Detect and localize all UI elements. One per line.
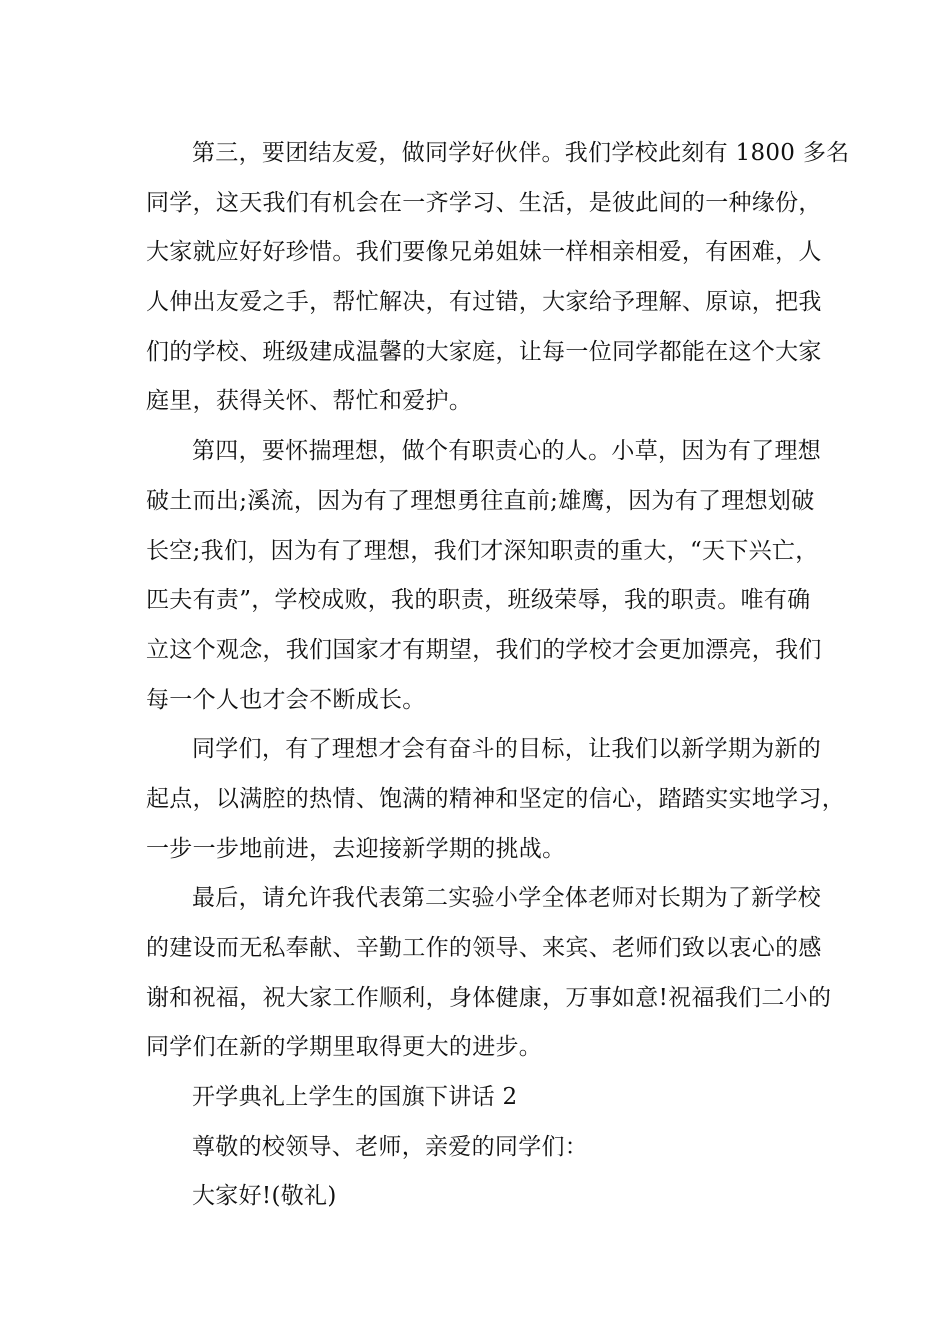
salutation: 尊敬的校领导、老师，亲爱的同学们： bbox=[192, 1134, 589, 1160]
text-line: 大家就应好好珍惜。我们要像兄弟姐妹一样相亲相爱，有困难，人 bbox=[146, 239, 822, 265]
text-line: 们的学校、班级建成温馨的大家庭，让每一位同学都能在这个大家 bbox=[146, 339, 822, 365]
section-heading: 开学典礼上学生的国旗下讲话 2 bbox=[192, 1084, 518, 1110]
text-line: 的建设而无私奉献、辛勤工作的领导、来宾、老师们致以衷心的感 bbox=[146, 935, 822, 961]
text-line: 起点，以满腔的热情、饱满的精神和坚定的信心，踏踏实实地学习， bbox=[146, 786, 845, 812]
text-line: 谢和祝福，祝大家工作顺利，身体健康，万事如意!祝福我们二小的 bbox=[146, 985, 832, 1011]
text-line: 每一个人也才会不断成长。 bbox=[146, 687, 426, 713]
text-line: 第四，要怀揣理想，做个有职责心的人。小草，因为有了理想 bbox=[192, 438, 822, 464]
text-line: 人伸出友爱之手，帮忙解决，有过错，大家给予理解、原谅，把我 bbox=[146, 289, 822, 315]
text-line: 破土而出;溪流，因为有了理想勇往直前;雄鹰，因为有了理想划破 bbox=[146, 488, 815, 514]
text-line: 第三，要团结友爱，做同学好伙伴。我们学校此刻有 1800 多名 bbox=[192, 140, 850, 166]
text-line: 同学，这天我们有机会在一齐学习、生活，是彼此间的一种缘份， bbox=[146, 190, 822, 216]
text-line: 同学们在新的学期里取得更大的进步。 bbox=[146, 1034, 543, 1060]
text-line: 匹夫有责”，学校成败，我的职责，班级荣辱，我的职责。唯有确 bbox=[146, 587, 811, 613]
text-line: 长空;我们，因为有了理想，我们才深知职责的重大，“天下兴亡， bbox=[146, 538, 819, 564]
text-line: 庭里，获得关怀、帮忙和爱护。 bbox=[146, 388, 473, 414]
text-line: 最后，请允许我代表第二实验小学全体老师对长期为了新学校 bbox=[192, 885, 822, 911]
text-line: 立这个观念，我们国家才有期望，我们的学校才会更加漂亮，我们 bbox=[146, 637, 822, 663]
text-line: 一步一步地前进，去迎接新学期的挑战。 bbox=[146, 836, 566, 862]
greeting: 大家好!(敬礼) bbox=[192, 1183, 337, 1209]
text-line: 同学们，有了理想才会有奋斗的目标，让我们以新学期为新的 bbox=[192, 736, 822, 762]
